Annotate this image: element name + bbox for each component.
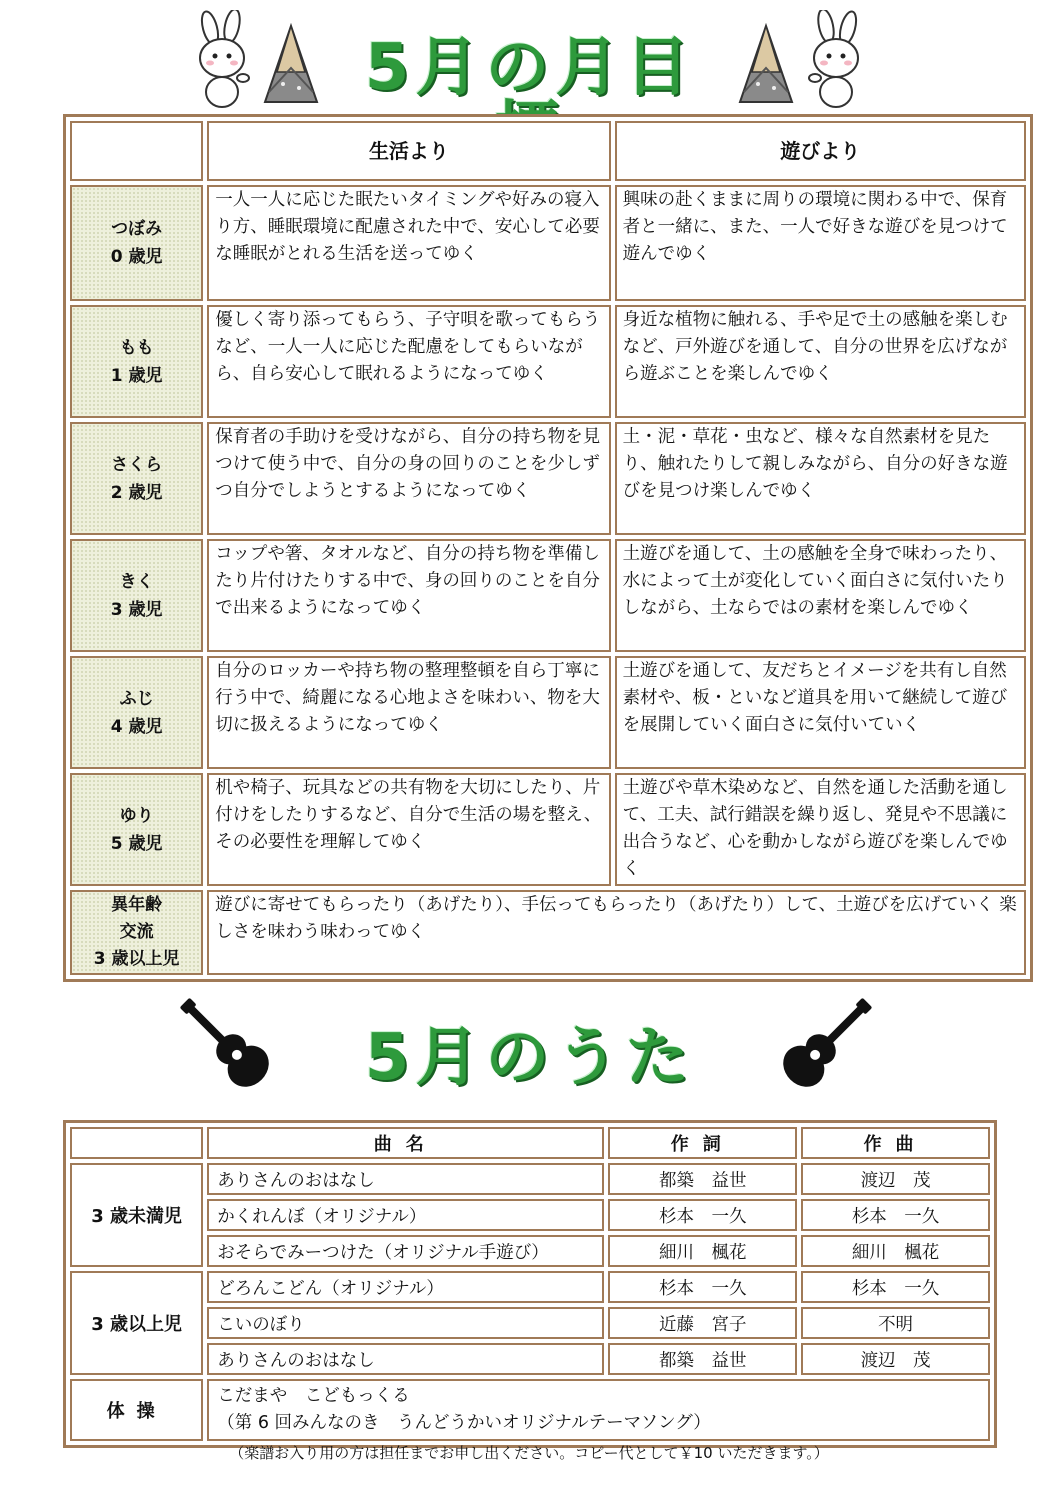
- table-row: [70, 1307, 990, 1339]
- song-title: ありさんのおはなし: [207, 1163, 604, 1195]
- rabbit-icon: [188, 10, 258, 110]
- song-composer: 不明: [801, 1307, 990, 1339]
- mixed-age-label: 異年齢 交流 3 歳以上児: [70, 890, 203, 975]
- life-goal: 一人一人に応じた眠たいタイミングや好みの寝入り方、睡眠環境に配慮された中で、安心して必要な睡眠がとれる生活を送ってゆく: [207, 185, 610, 301]
- exercise-label: 体操: [70, 1379, 203, 1441]
- mixed-age-goal: 遊びに寄せてもらったり（あげたり）、手伝ってもらったり（あげたり）して、土遊びを広げていく 楽しさを味わう味わってゆく: [207, 890, 1026, 975]
- header-play: 遊びより: [615, 121, 1026, 181]
- song-lyricist: 都築 益世: [608, 1343, 797, 1375]
- bamboo-shoot-icon: [255, 22, 327, 108]
- guitar-icon: [770, 995, 880, 1095]
- monthly-goals-table: [63, 114, 1033, 982]
- monthly-songs-table: [63, 1120, 997, 1448]
- class-label: ふじ 4 歳児: [70, 656, 203, 769]
- header-life: 生活より: [207, 121, 610, 181]
- table-row: [70, 1379, 990, 1441]
- song-composer: 渡辺 茂: [801, 1343, 990, 1375]
- table-row: [70, 1163, 990, 1195]
- table-row: [70, 305, 1026, 418]
- table-row: [70, 185, 1026, 301]
- song-lyricist: 近藤 宮子: [608, 1307, 797, 1339]
- class-label: きく 3 歳児: [70, 539, 203, 652]
- table-row: [70, 656, 1026, 769]
- song-lyricist: 都築 益世: [608, 1163, 797, 1195]
- footer-note: （楽譜お入り用の方は担任までお申し出ください。コピー代として￥10 いただきます。）: [229, 1444, 829, 1462]
- song-title: おそらでみーつけた（オリジナル手遊び）: [207, 1235, 604, 1267]
- song-composer: 渡辺 茂: [801, 1163, 990, 1195]
- class-label: ゆり 5 歳児: [70, 773, 203, 886]
- table-row: [70, 773, 1026, 886]
- header-song-title: 曲名: [207, 1127, 604, 1159]
- song-title: どろんこどん（オリジナル）: [207, 1271, 604, 1303]
- rabbit-icon: [800, 10, 870, 110]
- table-row: [70, 539, 1026, 652]
- play-goal: 興味の赴くままに周りの環境に関わる中で、保育者と一緒に、また、一人で好きな遊びを見つけて遊んでゆく: [615, 185, 1026, 301]
- under3-group-label: 3 歳未満児: [70, 1163, 203, 1267]
- play-goal: 土遊びを通して、土の感触を全身で味わったり、 水によって土が変化していく面白さに気付いたりしながら、土ならではの素材を楽しんでゆく: [615, 539, 1026, 652]
- table-row: [70, 1199, 990, 1231]
- table-row: [70, 1271, 990, 1303]
- table-row: [70, 1235, 990, 1267]
- table-row: [70, 1343, 990, 1375]
- life-goal: 机や椅子、玩具などの共有物を大切にしたり、片付けをしたりするなど、自分で生活の場を整え、その必要性を理解してゆく: [207, 773, 610, 886]
- header-blank: [70, 1127, 203, 1159]
- life-goal: コップや箸、タオルなど、自分の持ち物を準備したり片付けたりする中で、身の回りのことを自分で出来るようになってゆく: [207, 539, 610, 652]
- goals-title: 5月の月目: [364, 31, 696, 105]
- life-goal: 保育者の手助けを受けながら、自分の持ち物を見つけて使う中で、自分の身の回りのことを少しずつ自分でしようとするようになってゆく: [207, 422, 610, 535]
- class-label: もも 1 歳児: [70, 305, 203, 418]
- class-label: つぼみ 0 歳児: [70, 185, 203, 301]
- class-label: さくら 2 歳児: [70, 422, 203, 535]
- play-goal: 土遊びを通して、友だちとイメージを共有し自然素材や、板・といなど道具を用いて継続して遊びを展開していく面白さに気付いていく: [615, 656, 1026, 769]
- song-title: かくれんぼ（オリジナル）: [207, 1199, 604, 1231]
- song-lyricist: 杉本 一久: [608, 1271, 797, 1303]
- play-goal: 土・泥・草花・虫など、様々な自然素材を見たり、触れたりして親しみながら、自分の好きな遊びを見つけ楽しんでゆく: [615, 422, 1026, 535]
- songs-title: 5月のうた: [364, 1021, 696, 1095]
- header-lyrics: 作詞: [608, 1127, 797, 1159]
- song-composer: 杉本 一久: [801, 1271, 990, 1303]
- life-goal: 自分のロッカーや持ち物の整理整頓を自ら丁寧に行う中で、綺麗になる心地よさを味わい、物を大切に扱えるようになってゆく: [207, 656, 610, 769]
- over3-group-label: 3 歳以上児: [70, 1271, 203, 1375]
- song-title: ありさんのおはなし: [207, 1343, 604, 1375]
- song-composer: 細川 楓花: [801, 1235, 990, 1267]
- header-blank: [70, 121, 203, 181]
- play-goal: 土遊びや草木染めなど、自然を通した活動を通して、工夫、試行錯誤を繰り返し、発見や不思議に出合うなど、心を動かしながら遊びを楽しんでゆく: [615, 773, 1026, 886]
- play-goal: 身近な植物に触れる、手や足で土の感触を楽しむなど、戸外遊びを通して、自分の世界を広げながら遊ぶことを楽しんでゆく: [615, 305, 1026, 418]
- song-composer: 杉本 一久: [801, 1199, 990, 1231]
- table-row: [70, 422, 1026, 535]
- song-lyricist: 杉本 一久: [608, 1199, 797, 1231]
- guitar-icon: [172, 995, 282, 1095]
- life-goal: 優しく寄り添ってもらう、子守唄を歌ってもらうなど、一人一人に応じた配慮をしてもらいながら、自ら安心して眠れるようになってゆく: [207, 305, 610, 418]
- exercise-song: こだまや こどもっくる （第 6 回みんなのき うんどうかいオリジナルテーマソング）: [207, 1379, 990, 1441]
- song-title: こいのぼり: [207, 1307, 604, 1339]
- table-row: [70, 890, 1026, 975]
- bamboo-shoot-icon: [730, 22, 802, 108]
- header-music: 作曲: [801, 1127, 990, 1159]
- song-lyricist: 細川 楓花: [608, 1235, 797, 1267]
